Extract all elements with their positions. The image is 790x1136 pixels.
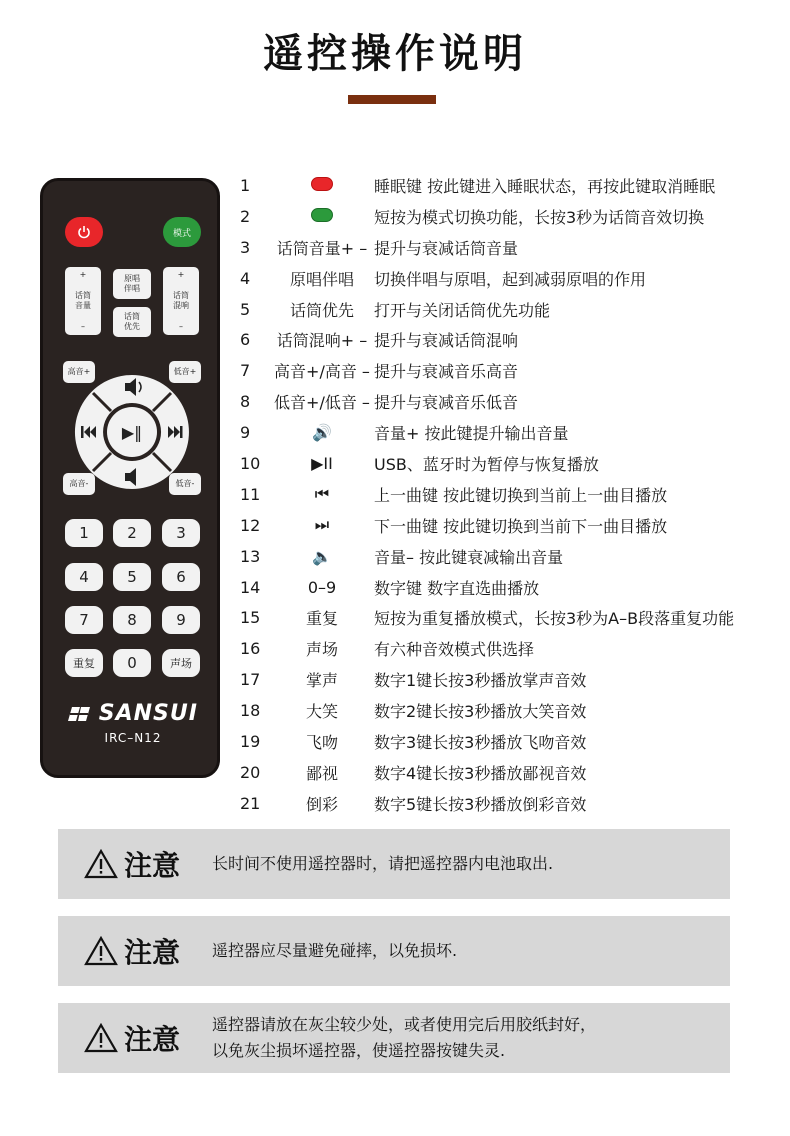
instruction-key: ▶II <box>311 453 333 473</box>
repeat-button: 重复 <box>65 649 103 677</box>
instruction-description: 音量– 按此键衰减输出音量 <box>374 547 564 567</box>
instruction-description: 短按为重复播放模式，长按3秒为A–B段落重复功能 <box>374 609 735 629</box>
instruction-description: 有六种音效模式供选择 <box>374 640 535 660</box>
instruction-number: 13 <box>240 546 261 566</box>
instruction-key: ⏮ <box>314 484 330 504</box>
num-button-3: 3 <box>162 519 200 547</box>
instruction-number: 5 <box>240 299 251 319</box>
instruction-row <box>240 232 780 263</box>
instruction-number: 15 <box>240 608 261 628</box>
instruction-row <box>240 386 780 417</box>
instruction-description: 音量+ 按此键提升输出音量 <box>374 424 569 444</box>
treble-down-button: 高音- <box>63 473 95 495</box>
instruction-row <box>240 324 780 355</box>
instruction-row <box>240 479 780 510</box>
bass-down-button: 低音- <box>169 473 201 495</box>
instruction-key: 大笑 <box>305 702 338 722</box>
instruction-key: 🔈 <box>312 546 332 566</box>
note-heading: 注意 <box>124 1023 181 1056</box>
instruction-description: 切换伴唱与原唱，起到减弱原唱的作用 <box>374 269 647 289</box>
instruction-row <box>240 355 780 386</box>
warning-icon <box>84 936 118 966</box>
play-pause-button: ▶‖ <box>107 407 157 457</box>
mic-echo-minus: – <box>179 322 183 332</box>
brand-logo <box>43 701 223 726</box>
instruction-description: 提升与衰减音乐低音 <box>374 393 519 413</box>
instruction-row <box>240 726 780 757</box>
instruction-description: 提升与衰减音乐高音 <box>374 362 519 382</box>
mode-dot-icon <box>311 208 333 222</box>
instruction-number: 3 <box>240 237 251 257</box>
instruction-number: 11 <box>240 484 261 504</box>
instruction-number: 17 <box>240 670 261 690</box>
instruction-row <box>240 602 780 633</box>
note-box-3 <box>58 1003 730 1073</box>
instruction-description: 提升与衰减话筒混响 <box>374 331 519 351</box>
instruction-row <box>240 541 780 572</box>
mic-volume-plus: + <box>79 270 87 279</box>
instruction-number: 18 <box>240 701 261 721</box>
instruction-key: 低音+/低音 – <box>274 393 370 413</box>
bass-up-button: 低音+ <box>169 361 201 383</box>
num-button-9: 9 <box>162 606 200 634</box>
instruction-key: 话筒混响+ – <box>276 331 368 351</box>
instruction-description: 提升与衰减话筒音量 <box>374 238 519 258</box>
instruction-number: 1 <box>240 175 251 195</box>
instruction-number: 2 <box>240 206 251 226</box>
instruction-description: 数字键 数字直选曲播放 <box>374 578 540 598</box>
instruction-key: 高音+/高音 – <box>274 362 370 382</box>
instruction-number: 10 <box>240 453 261 473</box>
remote-control <box>40 178 220 778</box>
instruction-number: 9 <box>240 423 251 443</box>
note-text: 长时间不使用遥控器时，请把遥控器内电池取出. <box>212 854 554 873</box>
instruction-number: 4 <box>240 268 251 288</box>
instruction-description: 数字4键长按3秒播放鄙视音效 <box>374 763 587 783</box>
sound-field-button: 声场 <box>162 649 200 677</box>
title-underline <box>348 95 436 104</box>
num-button-5: 5 <box>113 563 151 591</box>
model-number: IRC–N12 <box>104 731 162 745</box>
instruction-number: 8 <box>240 392 251 412</box>
instruction-key: 倒彩 <box>305 794 338 814</box>
instruction-row <box>240 788 780 819</box>
instruction-key: 🔊 <box>312 423 332 443</box>
num-button-4: 4 <box>65 563 103 591</box>
original-vocal-button: 原唱 伴唱 <box>113 269 151 299</box>
note-text: 遥控器请放在灰尘较少处，或者使用完后用胶纸封好， 以免灰尘损坏遥控器，使遥控器按键失灵. <box>212 1015 597 1060</box>
instruction-key: 0–9 <box>307 577 337 597</box>
power-icon <box>77 225 91 239</box>
instruction-description: 数字3键长按3秒播放飞吻音效 <box>374 732 587 752</box>
mic-volume-label: 话筒 音量 <box>75 291 91 310</box>
mode-button: 模式 <box>163 217 201 247</box>
instruction-description: USB、蓝牙时为暂停与恢复播放 <box>374 454 599 474</box>
instruction-list <box>240 170 780 819</box>
power-button <box>65 217 103 247</box>
note-box-2 <box>58 916 730 986</box>
mic-volume-minus: – <box>81 322 85 332</box>
instruction-key: ⏭ <box>314 515 330 535</box>
instruction-row <box>240 417 780 448</box>
instruction-row <box>240 757 780 788</box>
warning-icon <box>84 849 118 879</box>
instruction-key: 飞吻 <box>305 732 338 752</box>
page-title: 遥控操作说明 <box>263 31 527 77</box>
instruction-key: 原唱伴唱 <box>289 269 354 289</box>
instruction-number: 21 <box>240 793 261 813</box>
instruction-row <box>240 201 780 232</box>
instruction-key <box>264 176 380 195</box>
instruction-row <box>240 510 780 541</box>
instruction-description: 睡眠键 按此键进入睡眠状态，再按此键取消睡眠 <box>374 176 716 196</box>
instruction-description: 上一曲键 按此键切换到当前上一曲目播放 <box>374 485 668 505</box>
mic-echo-plus: + <box>177 270 185 279</box>
instruction-key: 声场 <box>305 640 338 660</box>
num-button-8: 8 <box>113 606 151 634</box>
instruction-row <box>240 572 780 603</box>
instruction-number: 7 <box>240 361 251 381</box>
num-button-6: 6 <box>162 563 200 591</box>
instruction-row <box>240 695 780 726</box>
note-box-1 <box>58 829 730 899</box>
instruction-key: 话筒优先 <box>289 300 354 320</box>
mic-echo-button <box>163 267 199 335</box>
instruction-number: 16 <box>240 639 261 659</box>
instruction-number: 20 <box>240 762 261 782</box>
warning-icon <box>84 1023 118 1053</box>
treble-up-button: 高音+ <box>63 361 95 383</box>
instruction-description: 短按为模式切换功能，长按3秒为话筒音效切换 <box>374 207 705 227</box>
brand-name: SANSUI <box>98 701 198 726</box>
instruction-description: 下一曲键 按此键切换到当前下一曲目播放 <box>374 516 668 536</box>
instruction-row <box>240 448 780 479</box>
instruction-description: 打开与关闭话筒优先功能 <box>374 300 551 320</box>
mic-priority-button: 话筒 优先 <box>113 307 151 337</box>
mic-echo-label: 话筒 混响 <box>173 291 189 310</box>
num-button-7: 7 <box>65 606 103 634</box>
power-dot-icon <box>311 177 333 191</box>
instruction-number: 19 <box>240 731 261 751</box>
instruction-row <box>240 263 780 294</box>
num-button-2: 2 <box>113 519 151 547</box>
note-heading: 注意 <box>124 849 181 882</box>
instruction-number: 6 <box>240 330 251 350</box>
instruction-number: 12 <box>240 515 261 535</box>
instruction-row <box>240 294 780 325</box>
instruction-number: 14 <box>240 577 261 597</box>
instruction-description: 数字1键长按3秒播放掌声音效 <box>374 671 587 691</box>
instruction-key <box>264 207 380 226</box>
instruction-row <box>240 170 780 201</box>
num-button-0: 0 <box>113 649 151 677</box>
instruction-row <box>240 633 780 664</box>
instruction-row <box>240 664 780 695</box>
instruction-key: 重复 <box>305 609 338 629</box>
instruction-key: 话筒音量+ – <box>276 238 368 258</box>
instruction-description: 数字5键长按3秒播放倒彩音效 <box>374 794 587 814</box>
mic-volume-button <box>65 267 101 335</box>
note-text: 遥控器应尽量避免碰摔，以免损坏. <box>212 941 458 960</box>
num-button-1: 1 <box>65 519 103 547</box>
note-heading: 注意 <box>124 936 181 969</box>
instruction-key: 掌声 <box>305 671 338 691</box>
sansui-mark-icon <box>68 707 90 721</box>
instruction-description: 数字2键长按3秒播放大笑音效 <box>374 702 587 722</box>
instruction-key: 鄙视 <box>305 763 338 783</box>
